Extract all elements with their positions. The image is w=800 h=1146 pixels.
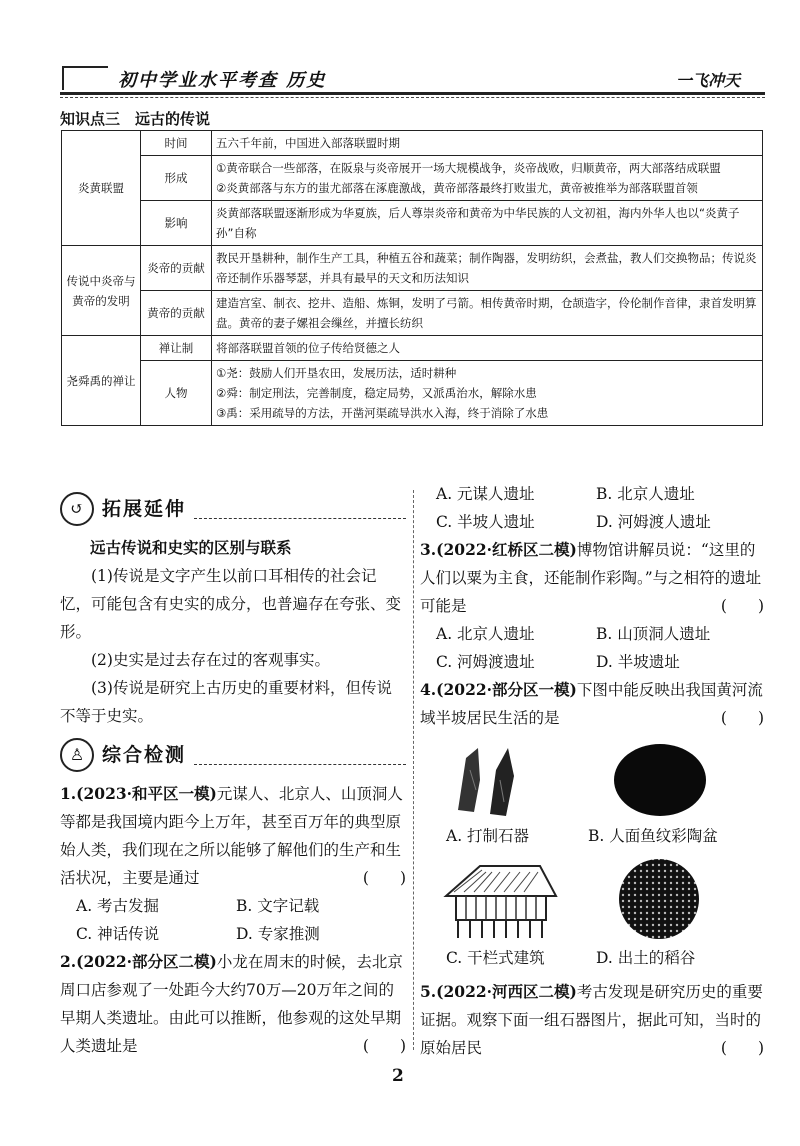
option-c[interactable]: C. 神话传说	[76, 925, 160, 943]
form-item-1: ①黄帝联合一些部落，在阪泉与炎帝展开一场大规模战争，炎帝战败，归顺黄帝，两大部落结成联盟	[216, 161, 721, 175]
cell-people-label: 人物	[141, 361, 212, 426]
header-decoration	[62, 66, 108, 90]
test-banner-text: 综合检测	[102, 744, 187, 766]
cell-huang-label: 黄帝的贡献	[141, 291, 212, 336]
banner-rule	[194, 764, 406, 765]
question-3	[420, 536, 764, 620]
page-number: 2	[392, 1066, 404, 1086]
cell-yanhuang: 炎黄联盟	[62, 131, 141, 246]
option-a[interactable]: A. 北京人遗址	[436, 625, 535, 643]
caption-a: A. 打制石器	[446, 827, 530, 845]
cell-form-label: 形成	[141, 156, 212, 201]
option-c[interactable]: C. 河姆渡遗址	[436, 653, 535, 671]
question-5-source: 5.(2022·河西区二模)	[420, 982, 577, 1001]
question-4-body: 下图中能反映出我国黄河流域半坡居民生活的是	[420, 681, 763, 727]
question-2-body: 小龙在周末的时候，去北京周口店参观了一处距今大约70万—20万年之间的早期人类遗址。由此可以推断，他参观的这处早期人类遗址是	[60, 953, 403, 1055]
header-rule	[60, 92, 765, 95]
cell-yaoshunyu: 尧舜禹的禅让	[62, 336, 141, 426]
option-d[interactable]: D. 河姆渡人遗址	[596, 513, 711, 531]
extension-banner-text: 拓展延伸	[102, 498, 187, 520]
column-divider	[413, 490, 414, 1050]
option-d[interactable]: D. 半坡遗址	[596, 653, 680, 671]
right-column	[420, 480, 764, 732]
cell-people-value	[212, 361, 763, 426]
question-1-options-row1	[60, 892, 406, 920]
header-title: 初中学业水平考查 历史	[118, 70, 327, 91]
option-a[interactable]: A. 考古发掘	[76, 897, 160, 915]
figure-icon: ♙	[60, 738, 94, 772]
cell-shanrang-value: 将部落联盟首领的位子传给贤德之人	[212, 336, 763, 361]
option-b[interactable]: B. 山顶洞人遗址	[596, 625, 711, 643]
left-column	[60, 492, 406, 1060]
question-1	[60, 780, 406, 892]
caption-b: B. 人面鱼纹彩陶盆	[588, 827, 718, 845]
cell-yan-value: 教民开垦耕种，制作生产工具，种植五谷和蔬菜；制作陶器，发明纺织，会煮盐，教人们交换物品；传说炎帝还制作乐器琴瑟，并具有最早的天文和历法知识	[212, 246, 763, 291]
cell-yan-label: 炎帝的贡献	[141, 246, 212, 291]
option-b[interactable]: B. 北京人遗址	[596, 485, 695, 503]
option-c[interactable]: C. 半坡人遗址	[436, 513, 535, 531]
cell-influence-label: 影响	[141, 201, 212, 246]
question-3-options-row1	[420, 620, 764, 648]
question-4	[420, 676, 764, 732]
stilt-house-image[interactable]	[440, 858, 560, 942]
question-3-options-row2	[420, 648, 764, 676]
cell-time-value: 五六千年前，中国进入部落联盟时期	[212, 131, 763, 156]
extension-p2: (2)史实是过去存在过的客观事实。	[91, 651, 330, 669]
people-item-1: ①尧：鼓励人们开垦农田，发展历法，适时耕种	[216, 366, 457, 380]
cell-influence-value: 炎黄部落联盟逐渐形成为华夏族，后人尊崇炎帝和黄帝为中华民族的人文初祖，海内外华人也以“炎黄子孙”自称	[212, 201, 763, 246]
stone-tools-image[interactable]	[440, 740, 540, 820]
people-item-2: ②舜：制定刑法，完善制度，稳定局势，又派禹治水，解除水患	[216, 386, 537, 400]
question-2	[60, 948, 406, 1060]
question-3-source: 3.(2022·红桥区二模)	[420, 540, 577, 559]
question-5	[420, 978, 764, 1062]
question-1-source: 1.(2023·和平区一模)	[60, 784, 217, 803]
extension-p3: (3)传说是研究上古历史的重要材料，但传说不等于史实。	[60, 679, 392, 725]
question-1-options-row2	[60, 920, 406, 948]
answer-blank[interactable]: ( )	[720, 1039, 764, 1057]
knowledge-table	[61, 130, 763, 426]
extension-subtitle: 远古传说和史实的区别与联系	[90, 538, 292, 557]
cell-invention: 传说中炎帝与黄帝的发明	[62, 246, 141, 336]
question-2-options-row2	[420, 508, 764, 536]
cell-time-label: 时间	[141, 131, 212, 156]
extension-p1: (1)传说是文字产生以前口耳相传的社会记忆，可能包含有史实的成分，也普遍存在夸张、变形。	[60, 567, 402, 641]
question-2-source: 2.(2022·部分区二模)	[60, 952, 217, 971]
cell-huang-value: 建造宫室、制衣、挖井、造船、炼铜，发明了弓箭。相传黄帝时期，仓颉造字，伶伦制作音律，隶首发明算盘。黄帝的妻子嫘祖会缫丝，并擅长纺织	[212, 291, 763, 336]
people-item-3: ③禹：采用疏导的方法，开凿河渠疏导洪水入海，终于消除了水患	[216, 406, 549, 420]
caption-d: D. 出土的稻谷	[596, 949, 696, 967]
question-3-body: 博物馆讲解员说：“这里的人们以粟为主食，还能制作彩陶。”与之相符的遗址可能是	[420, 541, 762, 615]
caption-c: C. 干栏式建筑	[446, 949, 545, 967]
pottery-basin-image[interactable]	[605, 740, 715, 820]
option-d[interactable]: D. 专家推测	[236, 925, 320, 943]
answer-blank[interactable]: ( )	[720, 597, 764, 615]
answer-blank[interactable]: ( )	[362, 869, 406, 887]
answer-blank[interactable]: ( )	[362, 1037, 406, 1055]
option-a[interactable]: A. 元谋人遗址	[436, 485, 535, 503]
banner-rule	[194, 518, 406, 519]
question-4-source: 4.(2022·部分区一模)	[420, 680, 577, 699]
rice-grains-image[interactable]	[614, 856, 704, 942]
cell-form-value	[212, 156, 763, 201]
test-banner	[60, 738, 406, 772]
extension-banner	[60, 492, 406, 526]
question-2-options-row1	[420, 480, 764, 508]
question-1-body: 元谋人、北京人、山顶洞人等都是我国境内距今上万年，甚至百万年的典型原始人类，我们现在之所以能够了解他们的生产和生活状况，主要是通过	[60, 785, 403, 887]
swirl-icon: ↺	[60, 492, 94, 526]
question-5-body: 考古发现是研究历史的重要证据。观察下面一组石器图片，据此可知，当时的原始居民	[420, 983, 763, 1057]
answer-blank[interactable]: ( )	[720, 709, 764, 727]
section-title: 知识点三 远古的传说	[60, 110, 211, 128]
form-item-2: ②炎黄部落与东方的蚩尤部落在涿鹿激战，黄帝部落最终打败蚩尤，黄帝被推举为部落联盟首领	[216, 181, 698, 195]
cell-shanrang-label: 禅让制	[141, 336, 212, 361]
brand-logo: 一飞冲天	[676, 71, 741, 90]
header-rule-dashed	[60, 97, 765, 98]
option-b[interactable]: B. 文字记载	[236, 897, 320, 915]
